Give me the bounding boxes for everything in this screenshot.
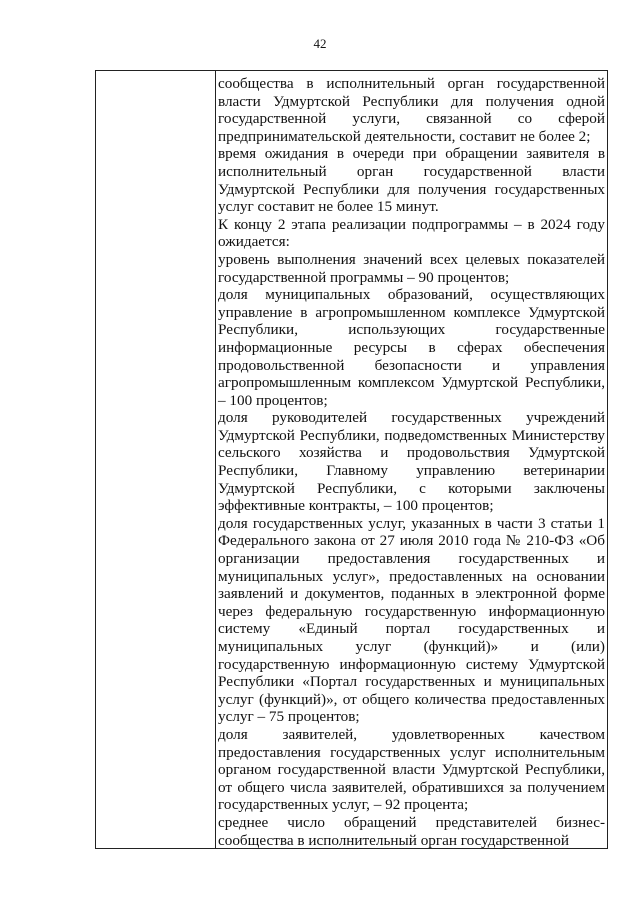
document-table [95,70,608,849]
paragraph: доля руководителей государственных учреждений Удмуртской Республики, подведомственных Министерству сельского хозяйства и продовольствия Удмуртской Республики, Главному управлению ветеринарии Удмуртской Республики, с которыми заключены эффективные контракты, – 100 процентов; [218,409,605,515]
paragraph: К концу 2 этапа реализации подпрограммы – в 2024 году ожидается: [218,215,605,251]
paragraph: сообщества в исполнительный орган государственной власти Удмуртской Республики для получения одной государственной услуги, связанной со сферой предпринимательской деятельности, составит не более 2; [218,75,605,145]
table-left-cell [96,71,216,848]
paragraph: доля муниципальных образований, осуществляющих управление в агропромышленном комплексе Удмуртской Республики, использующих государственные информационные ресурсы в сферах обеспечения продовольственной безопасности и управления агропромышленным комплексом Удмуртской Республики, – 100 процентов; [218,286,605,409]
paragraph: среднее число обращений представителей бизнес-сообщества в исполнительный орган государственной [218,813,605,849]
table-right-cell [216,75,605,849]
paragraph: уровень выполнения значений всех целевых показателей государственной программы – 90 процентов; [218,250,605,286]
paragraph: доля государственных услуг, указанных в части 3 статьи 1 Федерального закона от 27 июля 2010 года № 210-ФЗ «Об организации предоставления государственных и муниципальных услуг», предоставленных на основании заявлений и документов, поданных в электронной форме через федеральную государственную информационную систему «Единый портал государственных и муниципальных услуг (функций)» и (или) государственную информационную систему Удмуртской Республики «Портал государственных и муниципальных услуг (функций)», от общего количества предоставленных услуг – 75 процентов; [218,514,605,726]
page-number: 42 [313,36,327,51]
paragraph: время ожидания в очереди при обращении заявителя в исполнительный орган государственной власти Удмуртской Республики для получения государственных услуг составит не более 15 минут. [218,145,605,216]
paragraph: доля заявителей, удовлетворенных качеством предоставления государственных услуг исполнительным органом государственной власти Удмуртской Республики, от общего числа заявителей, обратившихся за получением государственных услуг, – 92 процента; [218,725,605,814]
